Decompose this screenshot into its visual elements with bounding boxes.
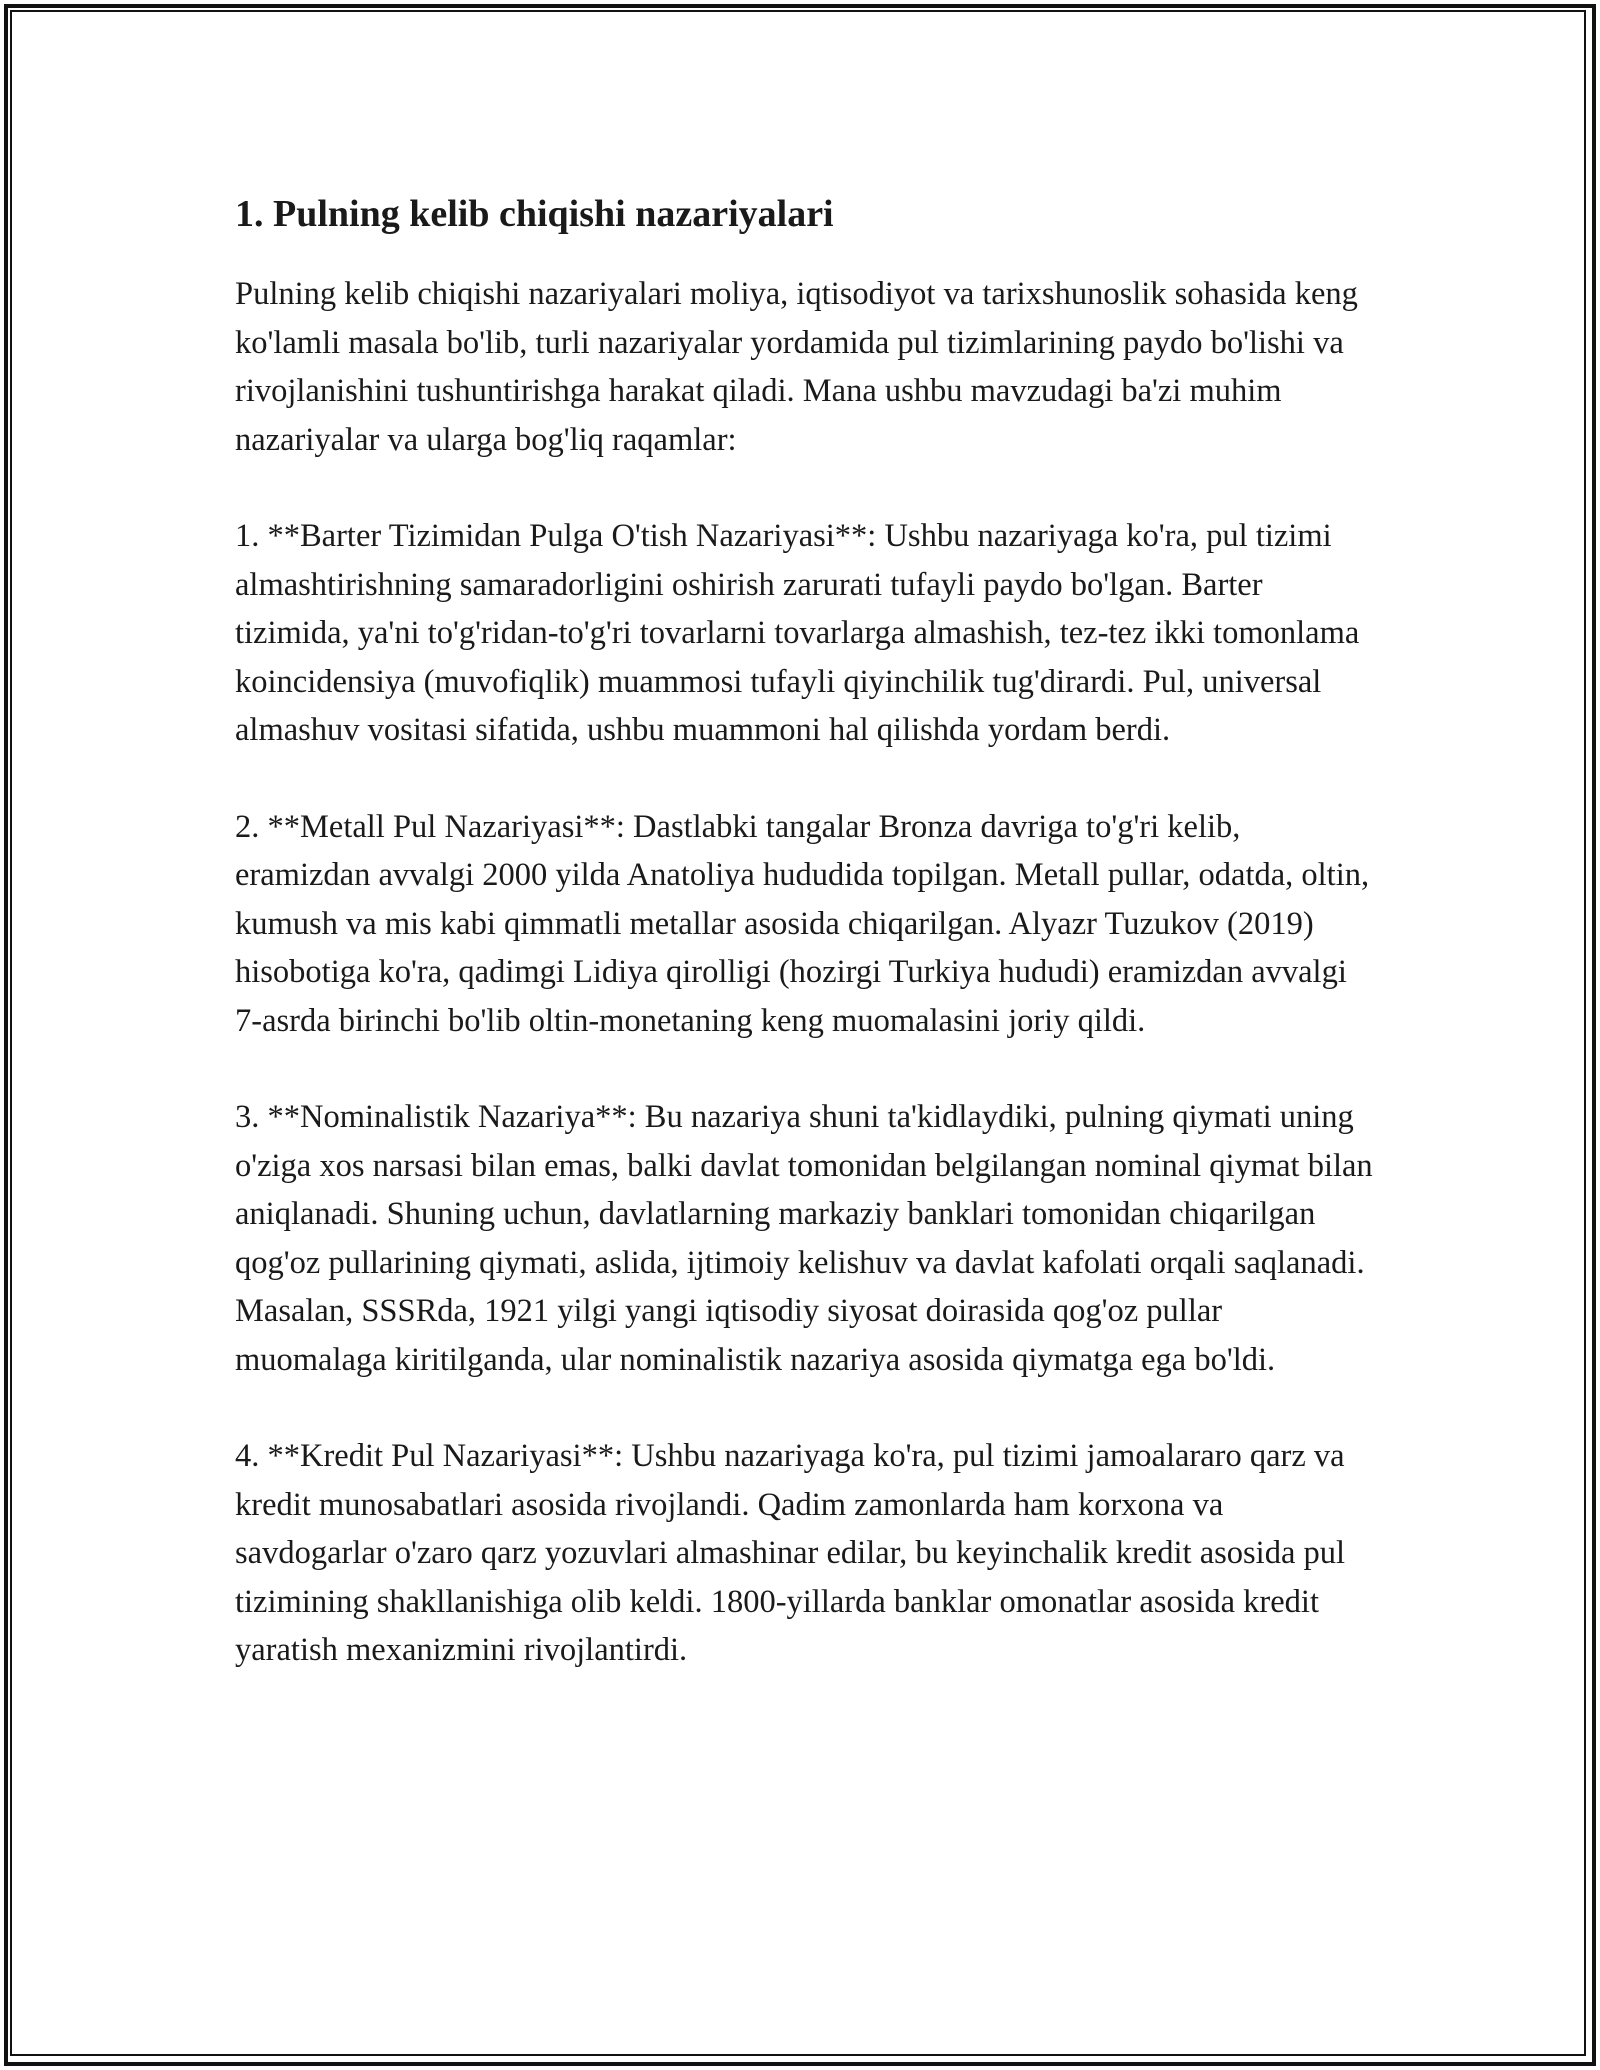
paragraph-metal-money-theory: 2. **Metall Pul Nazariyasi**: Dastlabki tangalar Bronza davriga to'g'ri kelib, eramizdan avvalgi 2000 yilda Anatoliya hududida topilgan. Metall pullar, odatda, oltin, kumush va mis kabi qimmatli metallar asosida chiqarilgan. Alyazr Tuzukov (2019) hisobotiga ko'ra, qadimgi Lidiya qirolligi (hozirgi Turkiya hududi) eramizdan avvalgi 7-asrda birinchi bo'lib oltin-monetaning keng muomalasini joriy qildi.	[235, 808, 1370, 1039]
paragraph-credit-money-theory: 4. **Kredit Pul Nazariyasi**: Ushbu nazariyaga ko'ra, pul tizimi jamoalararo qarz va kredit munosabatlari asosida rivojlandi. Qadim zamonlarda ham korxona va savdogarlar o'zaro qarz yozuvlari almashinar edilar, bu keyinchalik kredit asosida pul tizimining shakllanishiga olib keldi. 1800-yillarda banklar omonatlar asosida kredit yaratish mexanizmini rivojlantirdi.	[235, 1438, 1346, 1668]
document-body	[235, 188, 1375, 1723]
intro-paragraph: Pulning kelib chiqishi nazariyalari moliya, iqtisodiyot va tarixshunoslik sohasida keng ko'lamli masala bo'lib, turli nazariyalar yordamida pul tizimlarining paydo bo'lishi va rivojlanishini tushuntirishga harakat qiladi. Mana ushbu mavzudagi ba'zi muhim nazariyalar va ularga bog'liq raqamlar:	[235, 276, 1358, 458]
paragraph-barter-theory: 1. **Barter Tizimidan Pulga O'tish Nazariyasi**: Ushbu nazariyaga ko'ra, pul tizimi almashtirishning samaradorligini oshirish zarurati tufayli paydo bo'lgan. Barter tizimida, ya'ni to'g'ridan-to'g'ri tovarlarni tovarlarga almashish, tez-tez ikki tomonlama koincidensiya (muvofiqlik) muammosi tufayli qiyinchilik tug'dirardi. Pul, universal almashuv vositasi sifatida, ushbu muammoni hal qilishda yordam berdi.	[235, 518, 1360, 748]
section-heading: 1. Pulning kelib chiqishi nazariyalari	[235, 193, 834, 235]
paragraph-nominalist-theory: 3. **Nominalistik Nazariya**: Bu nazariya shuni ta'kidlaydiki, pulning qiymati uning o'ziga xos narsasi bilan emas, balki davlat tomonidan belgilangan nominal qiymat bilan aniqlanadi. Shuning uchun, davlatlarning markaziy banklari tomonidan chiqarilgan qog'oz pullarining qiymati, aslida, ijtimoiy kelishuv va davlat kafolati orqali saqlanadi. Masalan, SSSRda, 1921 yilgi yangi iqtisodiy siyosat doirasida qog'oz pullar muomalaga kiritilganda, ular nominalistik nazariya asosida qiymatga ega bo'ldi.	[235, 1099, 1373, 1378]
